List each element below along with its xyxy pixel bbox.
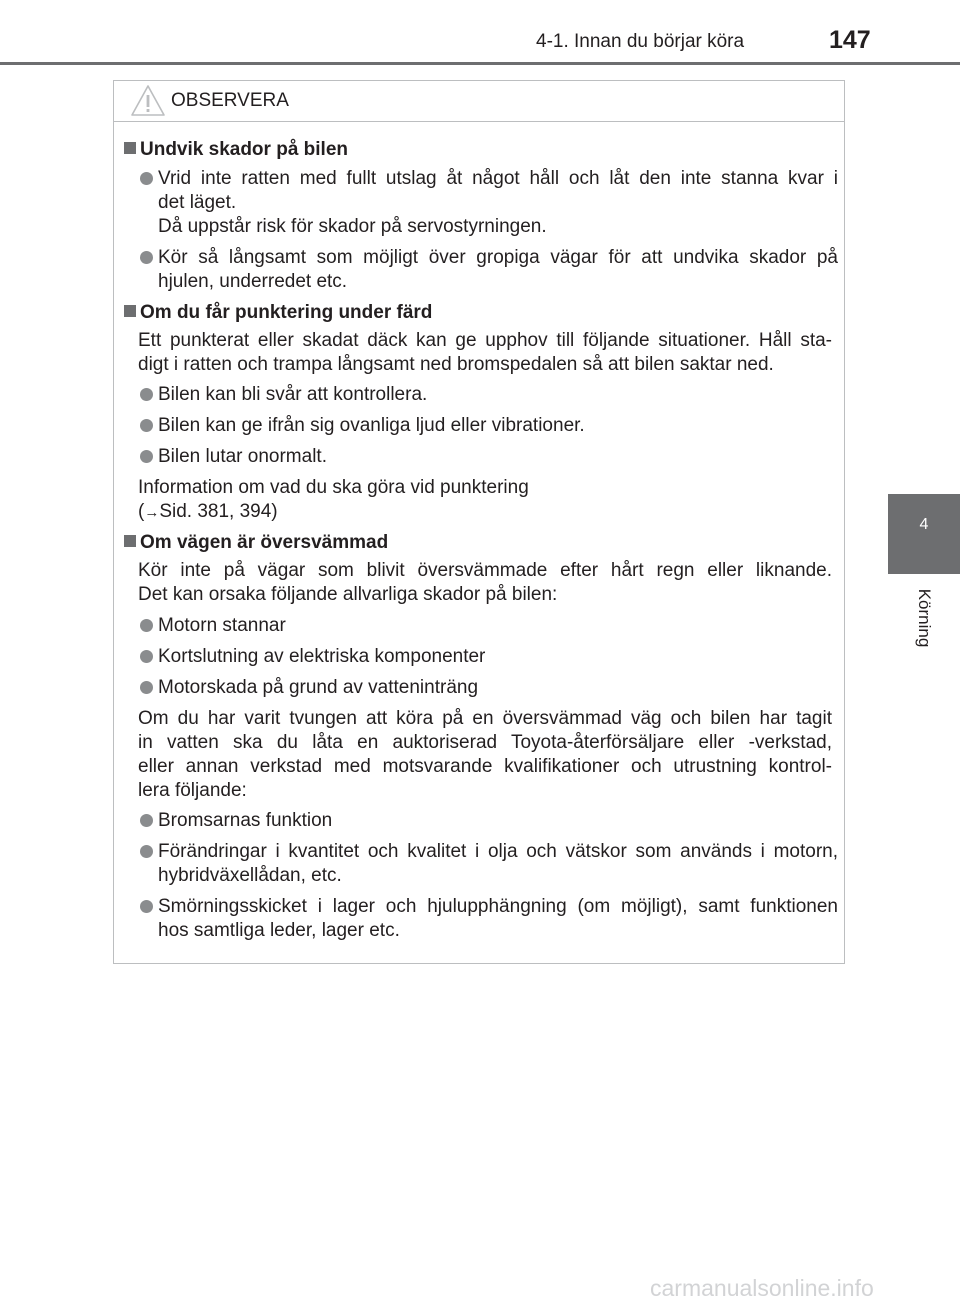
bullet-icon: [140, 619, 153, 632]
section-heading-flooded-road: Om vägen är översvämmad: [124, 531, 388, 555]
chapter-tab[interactable]: [888, 494, 960, 574]
page-reference-link[interactable]: (→Sid. 381, 394): [138, 501, 278, 522]
paragraph: Kör inte på vägar som blivit översvämmade efter hårt regn eller liknande. Det kan orsaka följande allvarliga skador på bilen:: [138, 560, 832, 605]
chapter-label: Körning: [915, 588, 934, 648]
list-item: Smörningsskicket i lager och hjulupphängning (om möjligt), samt funktionen hos samtliga leder, lager etc.: [140, 895, 838, 943]
watermark: carmanualsonline.info: [650, 1275, 874, 1301]
arrow-right-icon: →: [144, 504, 160, 521]
caution-box-header: [114, 81, 844, 122]
bullet-icon: [140, 845, 153, 858]
bullet-icon: [140, 388, 153, 401]
bullet-icon: [140, 419, 153, 432]
bullet-icon: [140, 251, 153, 264]
list-item: Förändringar i kvantitet och kvalitet i olja och vätskor som används i motorn, hybridväxellådan, etc.: [140, 840, 838, 888]
page-number: 147: [829, 26, 871, 54]
square-bullet-icon: [124, 142, 136, 154]
list-item: Vrid inte ratten med fullt utslag åt något håll och låt den inte stanna kvar i det läget. Då uppstår risk för skador på servostyrningen.: [140, 167, 838, 239]
list-item: Bilen kan bli svår att kontrollera.: [140, 383, 838, 407]
bullet-icon: [140, 900, 153, 913]
section-heading-puncture: Om du får punktering under färd: [124, 301, 432, 325]
list-item: Kör så långsamt som möjligt över gropiga vägar för att undvika skador på hjulen, underredet etc.: [140, 246, 838, 294]
list-item: Motorskada på grund av vatteninträng: [140, 676, 838, 700]
paragraph: Information om vad du ska göra vid punktering (→Sid. 381, 394): [138, 476, 832, 525]
paragraph: Om du har varit tvungen att köra på en översvämmad väg och bilen har tagit in vatten ska du låta en auktoriserad Toyota-återförsäljare eller -verkstad, eller annan verkstad med motsvarande kvalifikationer och utrustning kontrol- lera följande:: [138, 708, 832, 801]
bullet-icon: [140, 650, 153, 663]
list-item: Bilen kan ge ifrån sig ovanliga ljud eller vibrationer.: [140, 414, 838, 438]
list-item: Kortslutning av elektriska komponenter: [140, 645, 838, 669]
square-bullet-icon: [124, 305, 136, 317]
bullet-icon: [140, 814, 153, 827]
section-heading-damage: Undvik skador på bilen: [124, 138, 348, 162]
paragraph: Ett punkterat eller skadat däck kan ge upphov till följande situationer. Håll sta- digt i ratten och trampa långsamt ned bromspedalen så att bilen saktar ned.: [138, 330, 832, 375]
caution-box: [113, 80, 845, 964]
header-section-title: 4-1. Innan du börjar köra: [536, 31, 745, 52]
chapter-number: 4: [919, 516, 929, 533]
bullet-icon: [140, 172, 153, 185]
list-item: Bilen lutar onormalt.: [140, 445, 838, 469]
list-item: Motorn stannar: [140, 614, 838, 638]
bullet-icon: [140, 450, 153, 463]
square-bullet-icon: [124, 535, 136, 547]
header-rule: [0, 62, 960, 65]
warning-icon: [130, 84, 166, 117]
caution-box-title: OBSERVERA: [171, 90, 289, 111]
list-item: Bromsarnas funktion: [140, 809, 838, 833]
bullet-icon: [140, 681, 153, 694]
